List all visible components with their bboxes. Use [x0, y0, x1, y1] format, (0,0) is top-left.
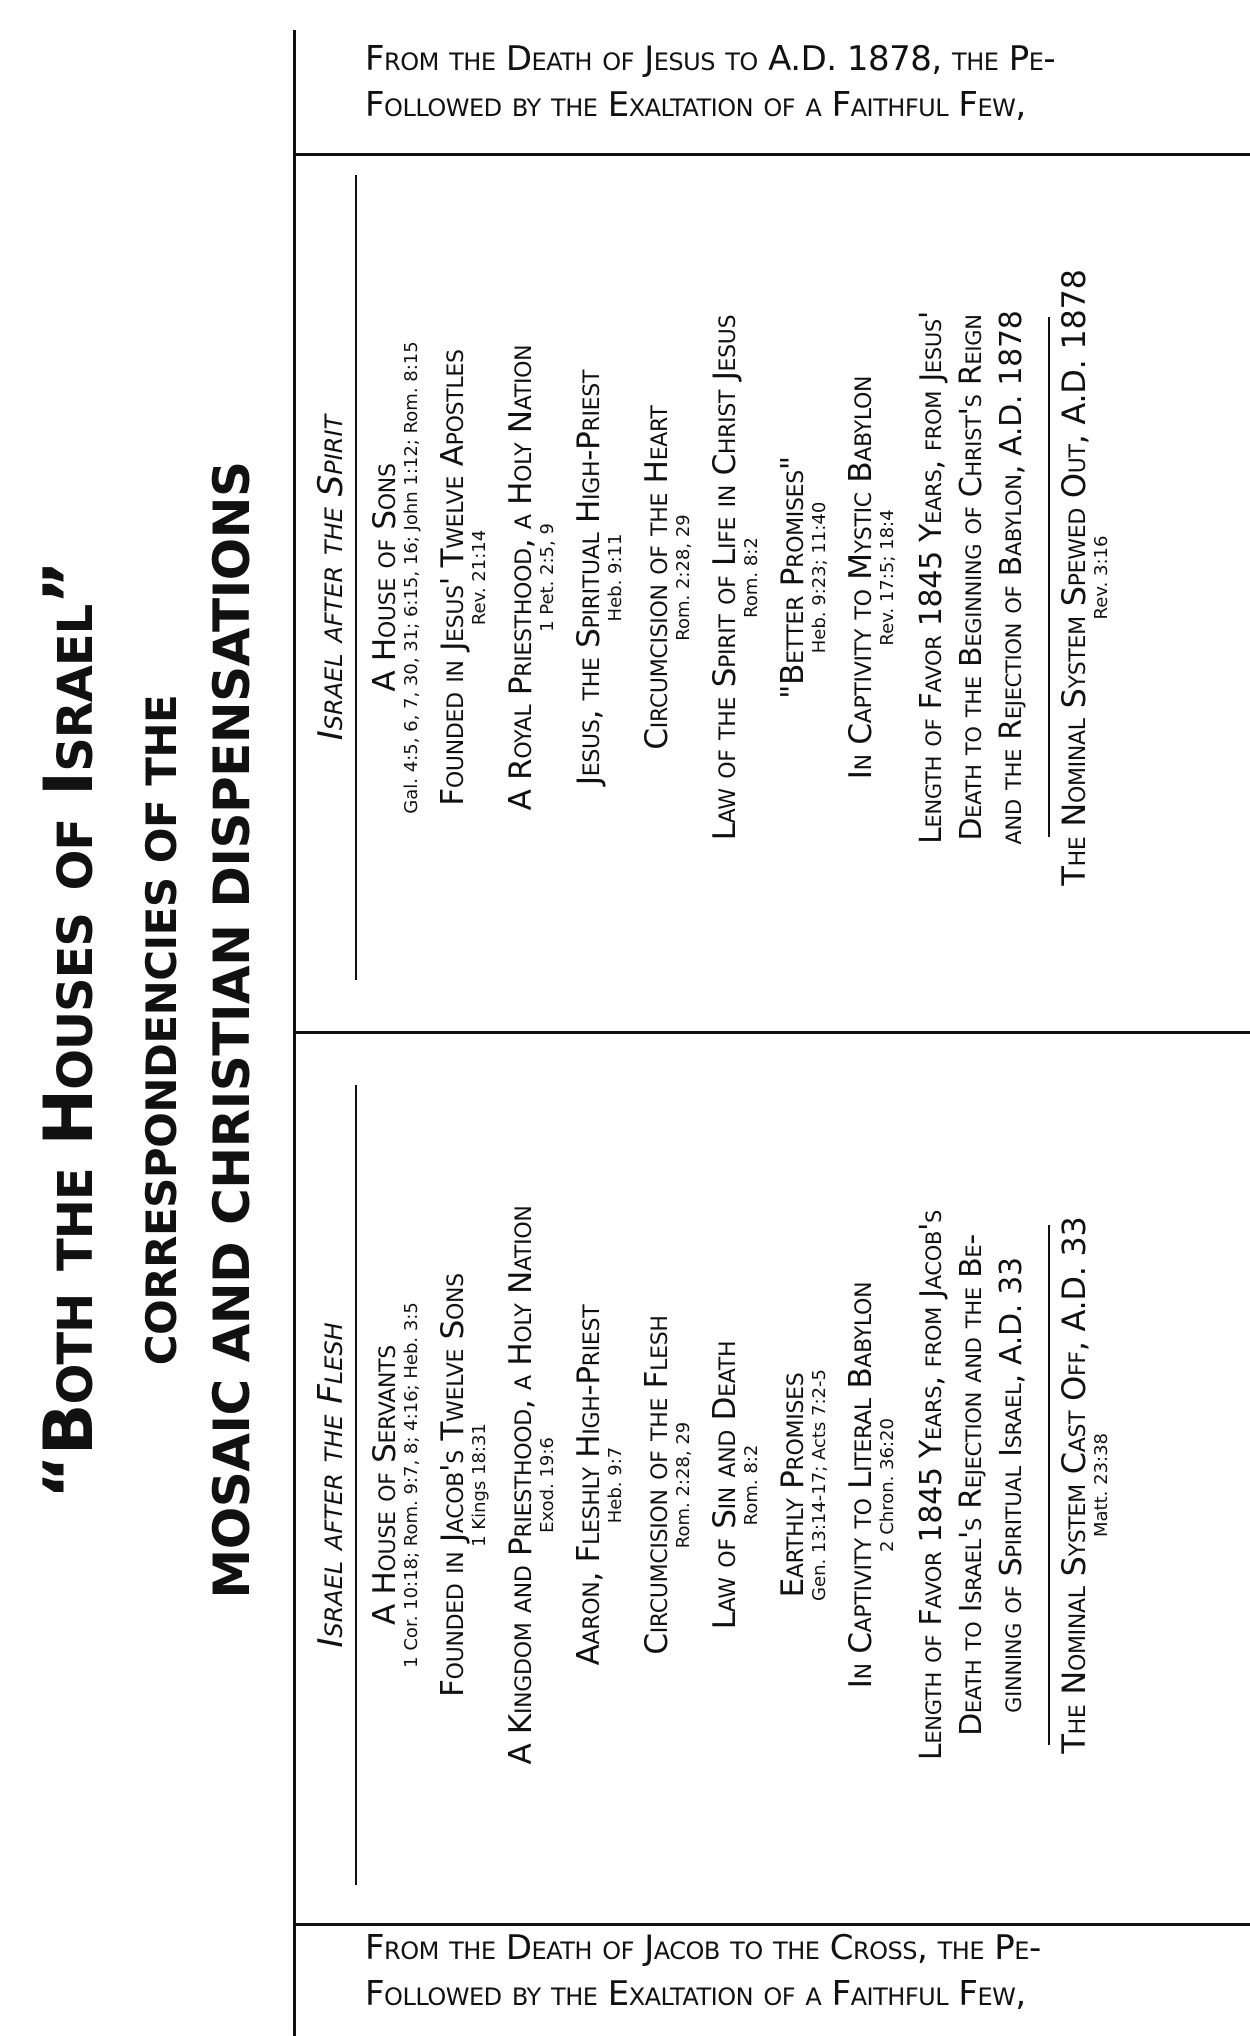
spirit-entry-reference: Rom. 8:2: [741, 537, 762, 618]
flesh-column-heading: Israel after the Flesh: [311, 1322, 351, 1648]
flesh-entry-title: Aaron, Fleshly High-Priest: [571, 1304, 607, 1666]
flesh-entry-reference: Heb. 9:7: [605, 1446, 626, 1524]
spirit-entry-reference: Rev. 21:14: [469, 529, 490, 626]
bottom-caption: [365, 1925, 1245, 2017]
flesh-entry: [844, 1045, 898, 1925]
flesh-entry: [504, 1045, 558, 1925]
spirit-entry-reference: 1 Pet. 2:5, 9: [537, 523, 558, 632]
flesh-entry-title: Founded in Jacob's Twelve Sons: [435, 1273, 471, 1697]
subtitle-line-1: CORRESPONDENCIES OF THE: [137, 694, 186, 1366]
bottom-caption-line-2: Followed by the Exaltation of a Faithful Few,: [365, 1974, 1026, 2014]
flesh-entry-reference: 2 Chron. 36:20: [877, 1418, 898, 1552]
spirit-length-line-2: Death to the Beginning of Christ's Reign: [954, 314, 989, 841]
flesh-entry: [776, 1045, 830, 1925]
spirit-entry-title: "Better Promises": [775, 456, 811, 699]
spirit-entry-title: In Captivity to Mystic Babylon: [843, 375, 879, 780]
spirit-entry-title: Founded in Jesus' Twelve Apostles: [435, 349, 471, 806]
flesh-closing-reference: Matt. 23:38: [1091, 1433, 1112, 1537]
top-caption-line-2: Followed by the Exaltation of a Faithful Few,: [365, 85, 1026, 125]
flesh-entry: [708, 1045, 762, 1925]
spirit-entry: [640, 135, 694, 1020]
spirit-length-line-1: Length of Favor 1845 Years, from Jesus': [914, 311, 949, 844]
spirit-column: [310, 135, 1240, 1020]
spirit-entry: [572, 135, 626, 1020]
flesh-entry-title: Law of Sin and Death: [707, 1340, 743, 1630]
flesh-entry: [572, 1045, 626, 1925]
spirit-closing-statement: The Nominal System Spewed Out, A.D. 1878: [1055, 269, 1093, 886]
flesh-entry-title: A Kingdom and Priesthood, a Holy Nation: [503, 1205, 539, 1765]
flesh-entry-title: A House of Servants: [367, 1345, 403, 1625]
spirit-closing-rule: [1048, 318, 1050, 838]
spirit-column-heading: Israel after the Spirit: [311, 414, 351, 741]
flesh-column: [310, 1045, 1240, 1925]
top-caption: [365, 36, 1245, 128]
spirit-entry: [436, 135, 490, 1020]
spirit-entry-title: A Royal Priesthood, a Holy Nation: [503, 344, 539, 811]
flesh-length-of-favor: [912, 1045, 1032, 1925]
spirit-entry-reference: Gal. 4:5, 6, 7, 30, 31; 6:15, 16; John 1:12; Rom. 8:15: [401, 341, 422, 814]
spirit-entry: [776, 135, 830, 1020]
subtitle-line-2: MOSAIC AND CHRISTIAN DISPENSATIONS: [203, 461, 261, 1599]
flesh-entry-reference: 1 Cor. 10:18; Rom. 9:7, 8; 4:16; Heb. 3:5: [401, 1302, 422, 1668]
flesh-heading-rule: [355, 1085, 357, 1885]
spirit-entries: [368, 135, 1112, 1020]
spirit-entry-reference: Heb. 9:11: [605, 533, 626, 622]
rotated-chart: [0, 135, 1250, 1925]
spirit-entry: [504, 135, 558, 1020]
spirit-entry-reference: Rom. 2:28, 29: [673, 514, 694, 641]
spirit-entry-title: Circumcision of the Heart: [639, 405, 675, 750]
spirit-entry: [844, 135, 898, 1020]
flesh-entry-title: Circumcision of the Flesh: [639, 1315, 675, 1655]
flesh-closing-rule: [1048, 1225, 1050, 1745]
spirit-length-line-3: and the Rejection of Babylon, A.D. 1878: [994, 310, 1029, 845]
spirit-entry-reference: Rev. 17:5; 18:4: [877, 509, 898, 646]
spirit-entry-reference: Heb. 9:23; 11:40: [809, 501, 830, 654]
top-caption-line-1: From the Death of Jesus to A.D. 1878, the Pe-: [365, 39, 1056, 79]
flesh-entry: [640, 1045, 694, 1925]
spirit-entry: [708, 135, 762, 1020]
title-block: [0, 135, 290, 1925]
flesh-length-line-3: ginning of Spiritual Israel, A.D. 33: [994, 1257, 1029, 1713]
spirit-heading-rule: [355, 175, 357, 980]
spirit-entry: [368, 135, 422, 1020]
bottom-caption-line-1: From the Death of Jacob to the Cross, the Pe-: [365, 1928, 1041, 1968]
flesh-entry-title: In Captivity to Literal Babylon: [843, 1281, 879, 1689]
spirit-entry-title: Jesus, the Spiritual High-Priest: [571, 369, 607, 786]
flesh-entry: [436, 1045, 490, 1925]
flesh-entry: [368, 1045, 422, 1925]
spirit-length-of-favor: [912, 135, 1032, 1020]
flesh-length-line-1: Length of Favor 1845 Years, from Jacob's: [914, 1209, 949, 1761]
flesh-entry-title: Earthly Promises: [775, 1372, 811, 1598]
flesh-entry-reference: Rom. 2:28, 29: [673, 1421, 694, 1549]
flesh-entries: [368, 1045, 1112, 1925]
flesh-entry-reference: Exod. 19:6: [537, 1437, 558, 1533]
flesh-length-line-2: Death to Israel's Rejection and the Be-: [954, 1234, 989, 1736]
main-title: “Both the Houses of Israel”: [30, 561, 109, 1499]
spirit-entry-title: Law of the Spirit of Life in Christ Jesus: [707, 314, 743, 841]
spirit-closing-reference: Rev. 3:16: [1091, 535, 1112, 620]
flesh-entry-reference: Rom. 8:2: [741, 1444, 762, 1526]
flesh-entry-reference: Gen. 13:14-17; Acts 7:2-5: [809, 1369, 830, 1601]
flesh-closing-statement: The Nominal System Cast Off, A.D. 33: [1055, 1216, 1093, 1754]
spirit-entry-title: A House of Sons: [367, 463, 403, 692]
flesh-entry-reference: 1 Kings 18:31: [469, 1423, 490, 1547]
